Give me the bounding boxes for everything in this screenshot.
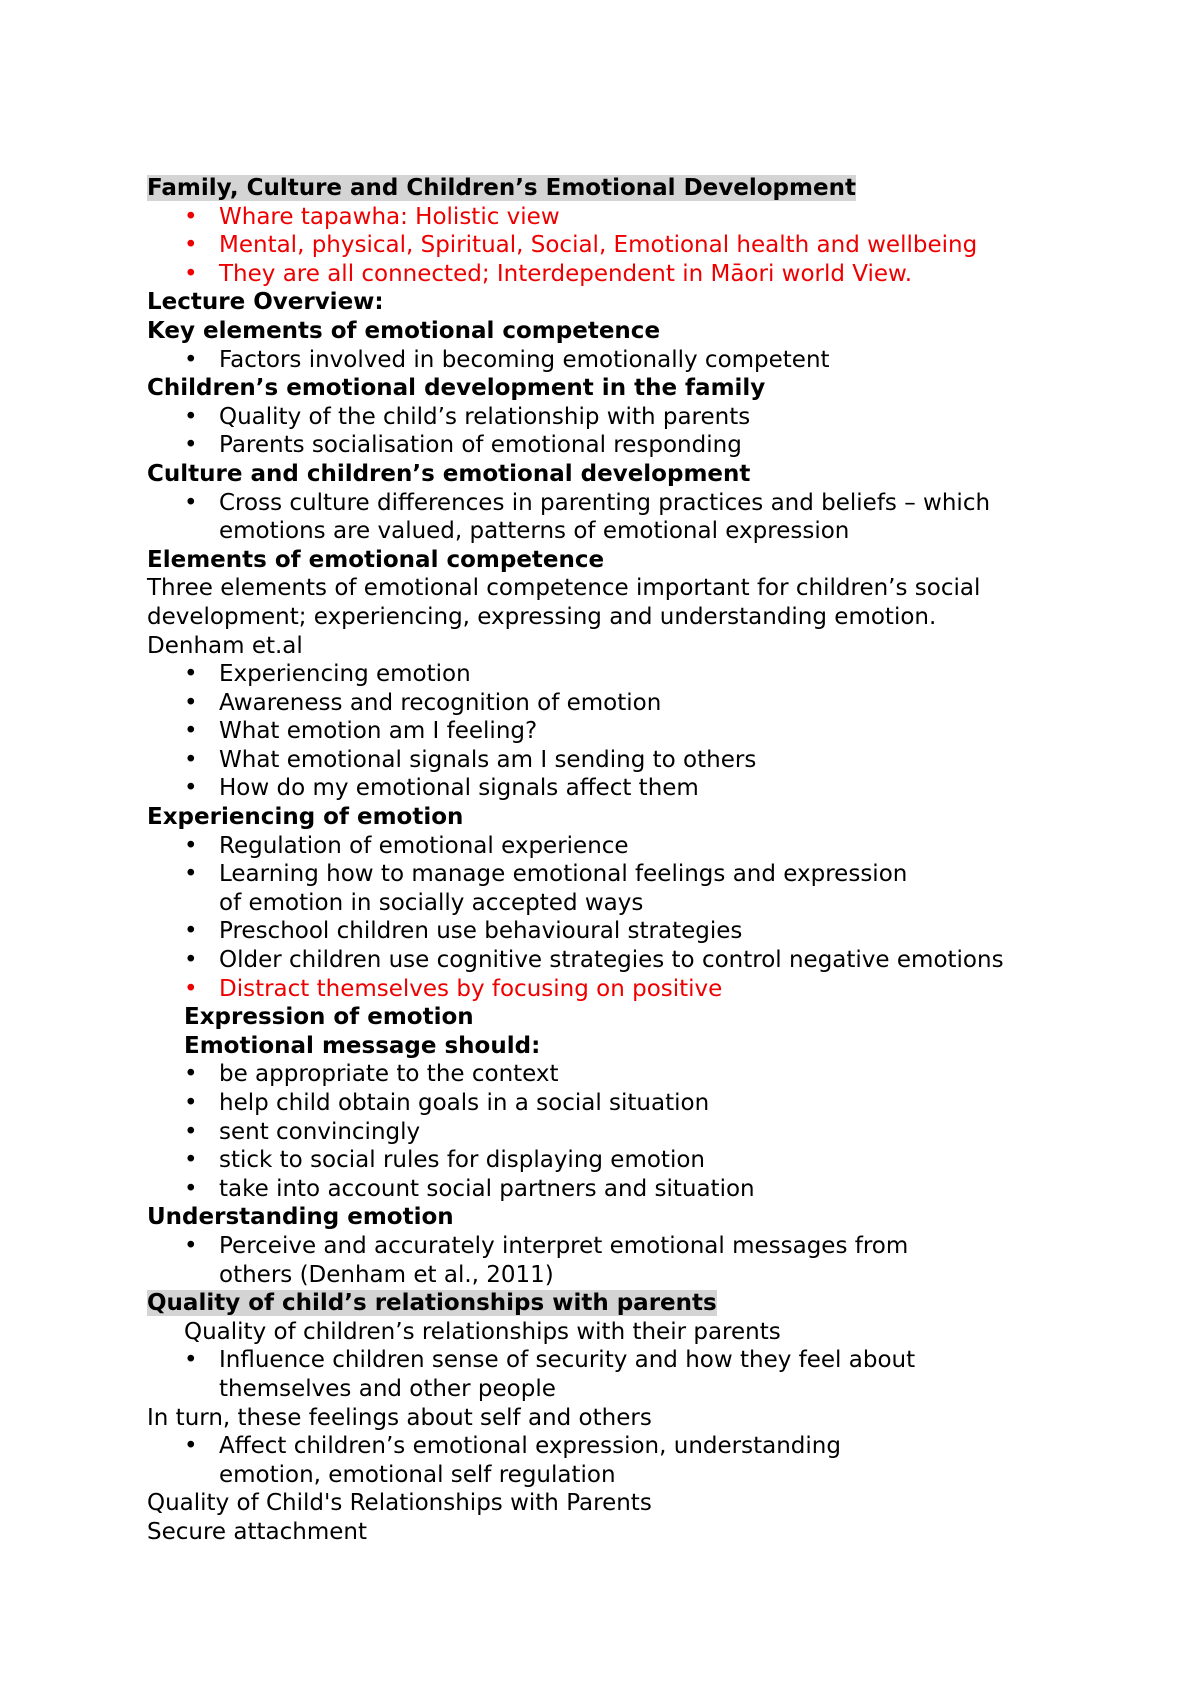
paragraph: In turn, these feelings about self and others [147, 1404, 652, 1431]
list-item: • How do my emotional signals affect them [184, 775, 699, 802]
section-heading: Culture and children’s emotional development [147, 460, 751, 487]
list-item: • Distract themselves by focusing on positive [184, 975, 723, 1002]
sub-heading: Emotional message should: [184, 1032, 541, 1059]
list-item: • Perceive and accurately interpret emotional messages from others (Denham et al., 2011) [184, 1232, 909, 1288]
list-item: • Factors involved in becoming emotionally competent [184, 346, 830, 373]
list-item: • Parents socialisation of emotional responding [184, 432, 742, 459]
section-heading: Understanding emotion [147, 1204, 454, 1231]
list-item: • Whare tapawha: Holistic view [184, 203, 560, 230]
section-heading: Key elements of emotional competence [147, 317, 661, 344]
list-item: • Quality of the child’s relationship with parents [184, 403, 751, 430]
section-heading: Experiencing of emotion [147, 804, 464, 831]
bullet-list [147, 1346, 1067, 1403]
list-item: • Preschool children use behavioural strategies [184, 918, 743, 945]
paragraph: Quality of Child's Relationships with Parents [147, 1490, 652, 1517]
list-item: • sent convincingly [184, 1118, 421, 1145]
section-heading-line [147, 1289, 1067, 1318]
bullet-list [147, 832, 1067, 1004]
bullet-list [147, 1432, 1067, 1489]
list-item: • Regulation of emotional experience [184, 832, 629, 859]
bullet-list [147, 489, 1067, 546]
document-body [147, 174, 1067, 1547]
list-item: • They are all connected; Interdependent in Māori world View. [184, 260, 913, 287]
doc-title: Family, Culture and Children’s Emotional Development [147, 175, 856, 201]
list-item: • Mental, physical, Spiritual, Social, Emotional health and wellbeing [184, 232, 978, 259]
list-item: • Affect children’s emotional expression, understanding emotion, emotional self regulation [184, 1433, 841, 1488]
bullet-list [147, 660, 1067, 803]
bullet-list [147, 1060, 1067, 1203]
list-item: • help child obtain goals in a social situation [184, 1090, 710, 1116]
bullet-list [147, 346, 1067, 375]
list-item: • stick to social rules for displaying emotion [184, 1147, 705, 1174]
citation: Denham et.al [147, 632, 303, 659]
section-heading: Elements of emotional competence [147, 546, 605, 573]
list-item: • What emotion am I feeling? [184, 718, 538, 745]
list-item: • take into account social partners and situation [184, 1175, 755, 1202]
list-item: • be appropriate to the context [184, 1061, 559, 1088]
list-item: • Influence children sense of security and how they feel about themselves and other people [184, 1347, 916, 1402]
list-item: • Older children use cognitive strategies to control negative emotions [184, 947, 1004, 974]
paragraph: Three elements of emotional competence important for children’s social development; experiencing, expressing and understanding emotion. [147, 575, 981, 630]
bullet-list [147, 403, 1067, 460]
paragraph: Secure attachment [147, 1518, 367, 1545]
section-heading: Quality of child’s relationships with parents [147, 1290, 717, 1317]
section-heading: Children’s emotional development in the family [147, 375, 766, 402]
overview-heading: Lecture Overview: [147, 289, 384, 316]
bullet-list [147, 1232, 1067, 1289]
section-heading: Expression of emotion [184, 1004, 474, 1031]
sub-heading: Quality of children’s relationships with their parents [184, 1318, 781, 1345]
list-item: • Learning how to manage emotional feelings and expression of emotion in socially accepted ways [184, 861, 908, 916]
intro-list [147, 203, 1067, 289]
list-item: • What emotional signals am I sending to others [184, 746, 757, 773]
doc-title-line [147, 174, 1067, 203]
list-item: • Experiencing emotion [184, 661, 471, 688]
list-item: • Cross culture differences in parenting practices and beliefs – which emotions are valued, patterns of emotional expression [184, 489, 991, 545]
list-item: • Awareness and recognition of emotion [184, 689, 662, 716]
